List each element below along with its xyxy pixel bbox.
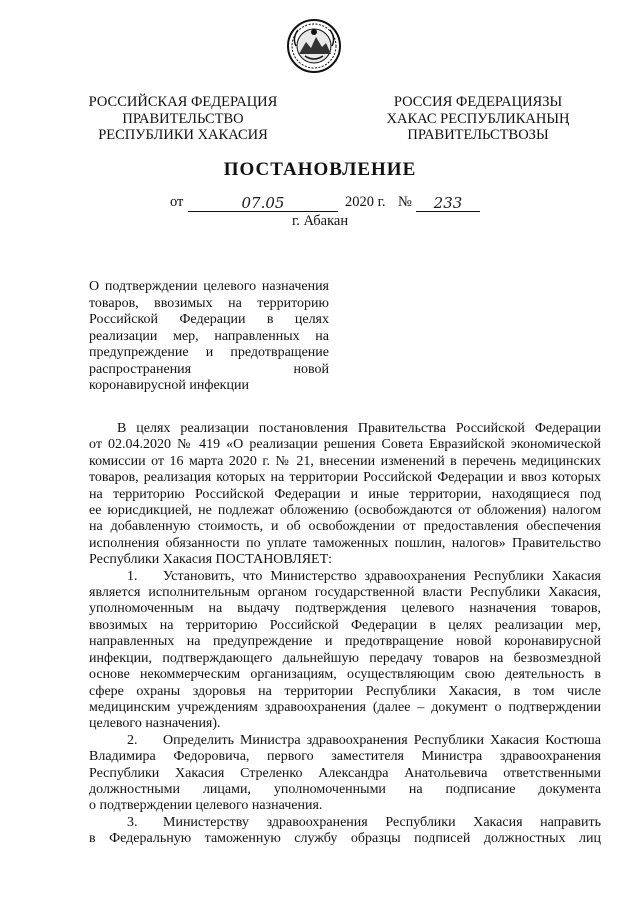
clause-line: Республики Хакасия Стреленко Александра Анатольевича ответственными: [89, 765, 601, 781]
document-title: ПОСТАНОВЛЕНИЕ: [223, 159, 417, 180]
clause-1: [89, 569, 601, 585]
preamble-line: комиссии от 16 марта 2020 г. № 21, внесении изменений в перечень медицинских: [89, 453, 601, 469]
preamble-line: исполнения обязанности по уплате таможенных пошлин, налогов» Правительство: [89, 535, 601, 551]
header-left-line: РЕСПУБЛИКИ ХАКАСИЯ: [98, 127, 268, 143]
preamble-line: Республики Хакасия ПОСТАНОВЛЯЕТ:: [89, 552, 333, 568]
preamble-line: товаров, реализация которых на территории Российской Федерации и ввоз которых: [89, 470, 601, 486]
subject-line: Российской Федерации в целях: [89, 312, 329, 327]
document-subject: [89, 279, 329, 395]
clause-line: сфере охраны здоровья на территории Республики Хакасия, в том числе: [89, 683, 601, 699]
subject-line: коронавирусной инфекции: [89, 378, 249, 393]
clause-line: Владимира Федоровича, первого заместителя Министра здравоохранения: [89, 749, 601, 765]
clause-line: Определить Министра здравоохранения Республики Хакасия Костюша: [163, 732, 601, 748]
subject-line: предупреждение и предотвращение: [89, 345, 329, 360]
clause-line: целевого назначения).: [89, 716, 221, 732]
clause-line: ввозимых на территорию Российской Федерации в целях реализации мер,: [89, 617, 601, 633]
header-left-line: ПРАВИТЕЛЬСТВО: [122, 110, 244, 127]
header-right-line: РОССИЯ ФЕДЕРАЦИЯЗЫ: [393, 94, 563, 110]
clause-line: Установить, что Министерство здравоохранения Республики Хакасия: [163, 568, 601, 584]
clause-3: [89, 815, 601, 831]
preamble-line: на добавленную стоимость, и об освобождении от предоставления обеспечения: [89, 519, 601, 535]
preamble-line: от 02.04.2020 № 419 «О реализации решения Совета Евразийской экономической: [89, 437, 601, 453]
subject-line: распространения новой: [89, 361, 329, 377]
clause-line: является исполнительным органом государственной власти Республики Хакасия,: [89, 585, 601, 601]
subject-line: О подтверждении целевого назначения: [89, 279, 329, 294]
clause-line: уполномоченным на выдачу подтверждения целевого назначения товаров,: [89, 601, 601, 617]
header-right-khakas: [368, 94, 588, 144]
subject-line: реализации мер, направленных на: [89, 328, 329, 344]
subject-line: товаров, ввозимых на территорию: [89, 295, 329, 311]
number-handwritten: 233: [416, 194, 480, 212]
date-handwritten: 07.05: [188, 194, 338, 212]
clause-line: Министерству здравоохранения Республики Хакасия направить: [163, 814, 601, 830]
clause-line: должностными лицами, уполномоченными на подписание документа: [89, 781, 601, 797]
clause-number: 2.: [127, 732, 138, 748]
preamble-line: В целях реализации постановления Правительства Российской Федерации: [117, 421, 601, 436]
document-body: [89, 421, 601, 848]
header-left-russian: [78, 94, 288, 144]
header-right-line: ПРАВИТЕЛЬСТВОЗЫ: [407, 127, 549, 143]
header-right-line: ХАКАС РЕСПУБЛИКАНЫҢ: [386, 110, 570, 127]
header-left-line: РОССИЙСКАЯ ФЕДЕРАЦИЯ: [88, 94, 278, 110]
clause-2: [89, 733, 601, 749]
clause-line: в Федеральную таможенную службу образцы подписей должностных лиц: [89, 831, 601, 847]
date-prefix: от: [170, 194, 184, 210]
clause-number: 3.: [127, 814, 138, 830]
clause-line: основе некоммерческим организациям, осуществляющим свою деятельность в: [89, 667, 601, 683]
clause-line: направленных на предупреждение и предотвращение новой коронавирусной: [89, 634, 601, 650]
date-year: 2020 г.: [345, 194, 386, 210]
city-name: г. Абакан: [292, 213, 349, 229]
clause-line: инфекции, подтверждающего дальнейшую передачу товаров на безвозмездной: [89, 650, 601, 666]
clause-line: медицинским учреждениям здравоохранения (далее – документ о подтверждении: [89, 699, 601, 715]
preamble-line: на территорию Российской Федерации и иные территории, находящиеся под: [89, 486, 601, 502]
clause-number: 1.: [127, 568, 138, 584]
number-sign: №: [398, 194, 412, 210]
coat-of-arms-emblem: [286, 18, 342, 74]
preamble-line: ее юрисдикцией, не подлежат обложению (освобождаются от обложения) налогом: [89, 503, 601, 519]
clause-line: о подтверждении целевого назначения.: [89, 798, 323, 814]
